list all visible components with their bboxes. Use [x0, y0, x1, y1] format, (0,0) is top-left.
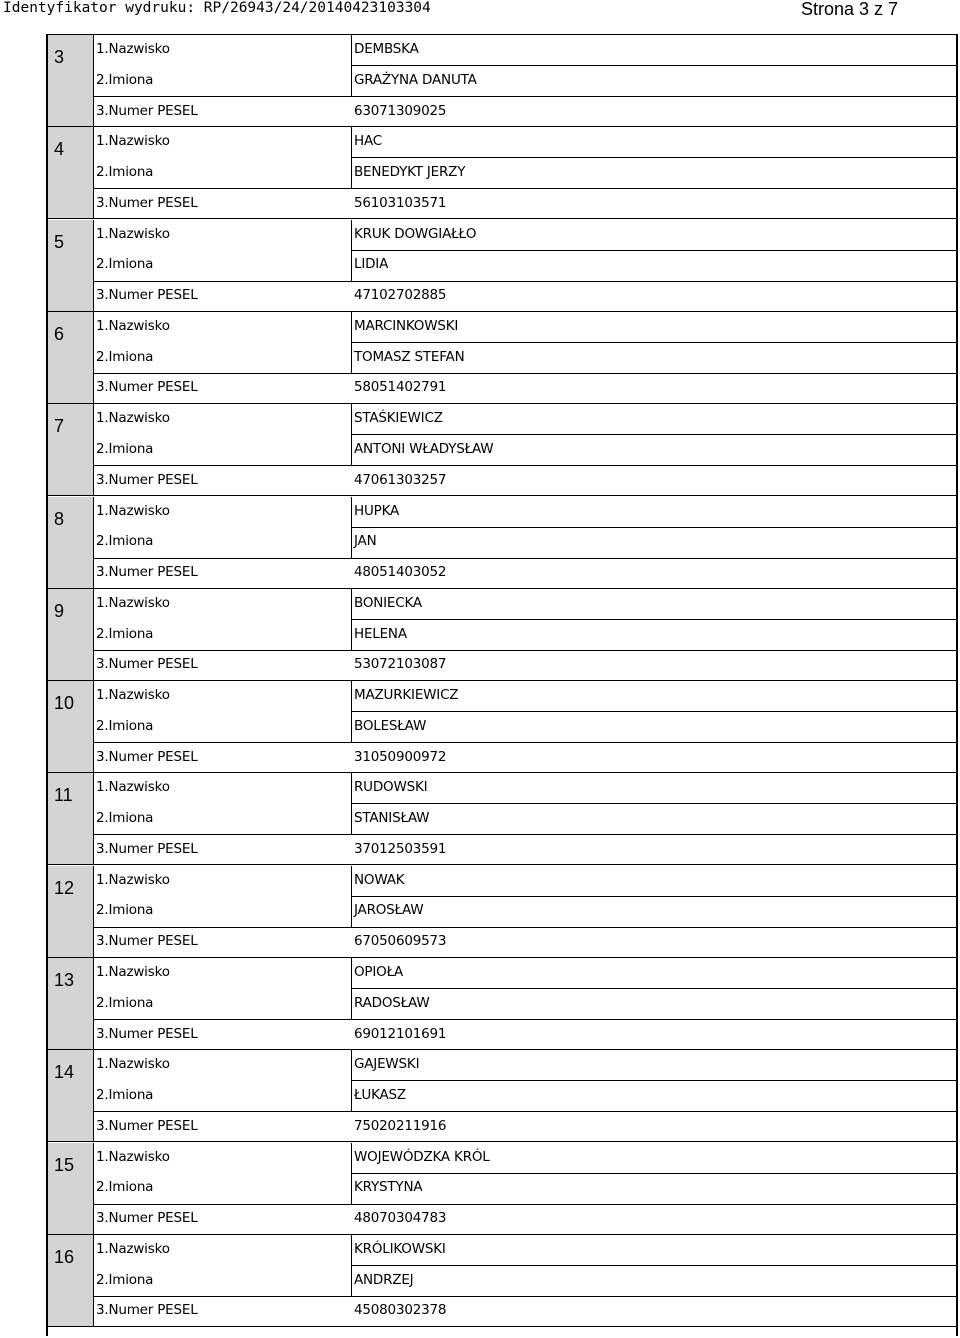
first-names-row [94, 250, 956, 281]
first-names-row [94, 435, 956, 466]
surname-row [94, 1050, 956, 1081]
row-divider [94, 1204, 956, 1205]
person-entry [48, 773, 956, 865]
row-divider [351, 988, 956, 989]
column-divider [351, 681, 352, 743]
surname-row [94, 1143, 956, 1174]
surname-label: 1.Nazwisko [96, 133, 170, 150]
surname-row [94, 127, 956, 158]
row-divider [351, 1173, 956, 1174]
entry-number: 7 [54, 416, 65, 437]
entry-number: 11 [54, 785, 73, 806]
pesel-value: 75020211916 [354, 1117, 447, 1134]
surname-value: DEMBSKA [354, 41, 419, 57]
pesel-label: 3.Numer PESEL [96, 748, 198, 765]
pesel-row [94, 743, 956, 774]
person-entry [48, 220, 956, 312]
entry-number-cell [48, 773, 94, 865]
surname-label: 1.Nazwisko [96, 871, 170, 888]
person-entry [48, 1143, 956, 1235]
person-entry [48, 681, 956, 773]
pesel-label: 3.Numer PESEL [96, 287, 198, 304]
surname-row [94, 958, 956, 989]
persons-table [46, 34, 958, 1336]
surname-value: RUDOWSKI [354, 779, 428, 796]
surname-value: HUPKA [354, 502, 400, 519]
first-names-value: ŁUKASZ [354, 1087, 406, 1104]
row-divider [351, 1080, 956, 1081]
first-names-value: JAROSŁAW [354, 902, 424, 919]
entry-divider [48, 1326, 956, 1327]
pesel-row [94, 1204, 956, 1235]
first-names-label: 2.Imiona [96, 717, 154, 734]
row-divider [351, 342, 956, 343]
column-divider [351, 497, 352, 559]
pesel-row [94, 281, 956, 312]
entry-number-cell [48, 958, 94, 1050]
first-names-label: 2.Imiona [96, 440, 154, 457]
first-names-row [94, 527, 956, 558]
pesel-value: 63071309025 [354, 102, 447, 119]
surname-row [94, 773, 956, 804]
first-names-row [94, 712, 956, 743]
pesel-value: 37012503591 [354, 840, 447, 857]
column-divider [351, 1050, 352, 1112]
first-names-row [94, 1081, 956, 1112]
first-names-row [94, 620, 956, 651]
row-divider [94, 558, 956, 559]
pesel-label: 3.Numer PESEL [96, 102, 198, 119]
entry-number-cell [48, 681, 94, 773]
row-divider [351, 803, 956, 804]
person-entry [48, 958, 956, 1050]
entry-number: 8 [54, 508, 65, 529]
person-entry [48, 1050, 956, 1142]
pesel-value: 53072103087 [354, 656, 447, 673]
surname-label: 1.Nazwisko [96, 41, 170, 57]
pesel-row [94, 927, 956, 958]
row-divider [94, 96, 956, 97]
first-names-value: BENEDYKT JERZY [354, 164, 466, 181]
pesel-label: 3.Numer PESEL [96, 656, 198, 673]
entry-number-cell [48, 1235, 94, 1327]
surname-value: GAJEWSKI [354, 1056, 420, 1073]
pesel-label: 3.Numer PESEL [96, 933, 198, 950]
surname-value: MARCINKOWSKI [354, 317, 459, 334]
first-names-value: BOLESŁAW [354, 717, 427, 734]
pesel-value: 47102702885 [354, 287, 447, 304]
pesel-row [94, 373, 956, 404]
first-names-label: 2.Imiona [96, 1087, 154, 1104]
first-names-value: LIDIA [354, 256, 389, 273]
surname-label: 1.Nazwisko [96, 1240, 170, 1257]
pesel-row [94, 835, 956, 866]
pesel-value: 48051403052 [354, 564, 447, 581]
first-names-row [94, 1173, 956, 1204]
surname-value: BONIECKA [354, 594, 422, 611]
first-names-label: 2.Imiona [96, 810, 154, 827]
person-entry [48, 497, 956, 589]
surname-row [94, 35, 956, 66]
row-divider [351, 65, 956, 66]
entry-number-cell [48, 1143, 94, 1235]
first-names-value: HELENA [354, 625, 407, 642]
entry-number: 13 [54, 970, 75, 990]
column-divider [351, 958, 352, 1020]
surname-value: KRÓLIKOWSKI [354, 1240, 446, 1257]
row-divider [94, 281, 956, 282]
row-divider [94, 1019, 956, 1020]
person-entry [48, 866, 956, 958]
surname-label: 1.Nazwisko [96, 1148, 170, 1165]
surname-label: 1.Nazwisko [96, 410, 170, 427]
entry-number: 12 [54, 877, 75, 898]
surname-value: STAŚKIEWICZ [354, 410, 443, 427]
person-entry [48, 1235, 956, 1327]
pesel-label: 3.Numer PESEL [96, 194, 198, 211]
pesel-value: 48070304783 [354, 1210, 447, 1227]
column-divider [351, 127, 352, 189]
pesel-row [94, 1296, 956, 1327]
pesel-value: 58051402791 [354, 379, 447, 396]
person-entry [48, 312, 956, 404]
first-names-value: ANDRZEJ [354, 1271, 414, 1288]
row-divider [351, 527, 956, 528]
row-divider [351, 619, 956, 620]
surname-value: OPIOŁA [354, 964, 403, 980]
entry-number-cell [48, 404, 94, 496]
row-divider [351, 1265, 956, 1266]
pesel-row [94, 97, 956, 128]
entry-number-cell [48, 1050, 94, 1142]
column-divider [351, 773, 352, 835]
first-names-label: 2.Imiona [96, 1271, 154, 1288]
first-names-label: 2.Imiona [96, 1179, 154, 1196]
entry-number-cell [48, 312, 94, 404]
surname-row [94, 312, 956, 343]
surname-row [94, 681, 956, 712]
row-divider [351, 434, 956, 435]
person-entry [48, 127, 956, 219]
row-divider [351, 711, 956, 712]
first-names-row [94, 158, 956, 189]
entry-number: 3 [54, 47, 65, 67]
entry-number: 9 [54, 600, 65, 621]
first-names-value: RADOSŁAW [354, 994, 430, 1011]
entry-number-cell [48, 497, 94, 589]
entry-number: 14 [54, 1062, 75, 1083]
column-divider [351, 404, 352, 466]
surname-row [94, 866, 956, 897]
row-divider [94, 188, 956, 189]
surname-label: 1.Nazwisko [96, 964, 170, 980]
pesel-row [94, 1020, 956, 1051]
person-entry [48, 35, 956, 127]
entry-number: 4 [54, 139, 65, 160]
surname-row [94, 589, 956, 620]
pesel-label: 3.Numer PESEL [96, 1117, 198, 1134]
row-divider [351, 157, 956, 158]
row-divider [94, 465, 956, 466]
pesel-value: 47061303257 [354, 471, 447, 488]
pesel-value: 31050900972 [354, 748, 447, 765]
first-names-label: 2.Imiona [96, 994, 154, 1011]
pesel-value: 67050609573 [354, 933, 447, 950]
first-names-label: 2.Imiona [96, 348, 154, 365]
row-divider [94, 742, 956, 743]
row-divider [94, 1111, 956, 1112]
row-divider [351, 250, 956, 251]
column-divider [351, 866, 352, 928]
page-number: Strona 3 z 7 [800, 0, 898, 19]
surname-row [94, 220, 956, 251]
first-names-value: ANTONI WŁADYSŁAW [354, 440, 494, 457]
row-divider [94, 1296, 956, 1297]
surname-label: 1.Nazwisko [96, 225, 170, 242]
first-names-row [94, 896, 956, 927]
row-divider [94, 373, 956, 374]
surname-row [94, 1235, 956, 1266]
surname-row [94, 497, 956, 528]
surname-label: 1.Nazwisko [96, 317, 170, 334]
first-names-label: 2.Imiona [96, 625, 154, 642]
pesel-row [94, 189, 956, 220]
surname-value: NOWAK [354, 871, 405, 888]
first-names-row [94, 1266, 956, 1297]
entry-number: 5 [54, 231, 65, 252]
pesel-value: 56103103571 [354, 194, 447, 211]
column-divider [351, 312, 352, 374]
pesel-label: 3.Numer PESEL [96, 840, 198, 857]
row-divider [94, 834, 956, 835]
pesel-row [94, 1112, 956, 1143]
surname-row [94, 404, 956, 435]
first-names-row [94, 343, 956, 374]
entry-number: 16 [54, 1246, 75, 1267]
entry-number-cell [48, 220, 94, 312]
person-entry [48, 589, 956, 681]
column-divider [351, 1235, 352, 1297]
print-identifier: Identyfikator wydruku: RP/26943/24/20140423103304 [3, 0, 431, 16]
column-divider [351, 1143, 352, 1205]
first-names-row [94, 66, 956, 97]
print-header [0, 0, 960, 26]
entry-number-cell [48, 589, 94, 681]
first-names-label: 2.Imiona [96, 164, 154, 181]
surname-value: KRUK DOWGIAŁŁO [354, 225, 477, 242]
pesel-label: 3.Numer PESEL [96, 1210, 198, 1227]
pesel-value: 45080302378 [354, 1302, 447, 1319]
surname-value: MAZURKIEWICZ [354, 687, 459, 704]
first-names-value: STANISŁAW [354, 810, 430, 827]
surname-value: HAC [354, 133, 382, 150]
pesel-label: 3.Numer PESEL [96, 1302, 198, 1319]
surname-label: 1.Nazwisko [96, 687, 170, 704]
surname-label: 1.Nazwisko [96, 594, 170, 611]
row-divider [94, 650, 956, 651]
entry-number: 10 [54, 693, 75, 714]
first-names-row [94, 989, 956, 1020]
pesel-row [94, 466, 956, 497]
first-names-row [94, 804, 956, 835]
row-divider [351, 896, 956, 897]
pesel-row [94, 650, 956, 681]
entry-number-cell [48, 35, 94, 127]
first-names-value: GRAŻYNA DANUTA [354, 71, 477, 88]
entry-number: 15 [54, 1154, 75, 1175]
first-names-label: 2.Imiona [96, 256, 154, 273]
pesel-value: 69012101691 [354, 1025, 447, 1042]
pesel-label: 3.Numer PESEL [96, 1025, 198, 1042]
person-entry [48, 404, 956, 496]
surname-label: 1.Nazwisko [96, 779, 170, 796]
first-names-label: 2.Imiona [96, 533, 154, 550]
entry-number: 6 [54, 323, 65, 344]
first-names-label: 2.Imiona [96, 71, 154, 88]
column-divider [351, 220, 352, 282]
pesel-label: 3.Numer PESEL [96, 379, 198, 396]
first-names-value: JAN [354, 533, 377, 550]
column-divider [351, 35, 352, 97]
row-divider [94, 927, 956, 928]
pesel-row [94, 558, 956, 589]
surname-label: 1.Nazwisko [96, 1056, 170, 1073]
pesel-label: 3.Numer PESEL [96, 564, 198, 581]
first-names-value: TOMASZ STEFAN [354, 348, 465, 365]
surname-label: 1.Nazwisko [96, 502, 170, 519]
pesel-label: 3.Numer PESEL [96, 471, 198, 488]
column-divider [351, 589, 352, 651]
entry-number-cell [48, 866, 94, 958]
entry-number-cell [48, 127, 94, 219]
first-names-label: 2.Imiona [96, 902, 154, 919]
first-names-value: KRYSTYNA [354, 1179, 423, 1196]
surname-value: WOJEWÓDZKA KRÓL [354, 1148, 490, 1165]
